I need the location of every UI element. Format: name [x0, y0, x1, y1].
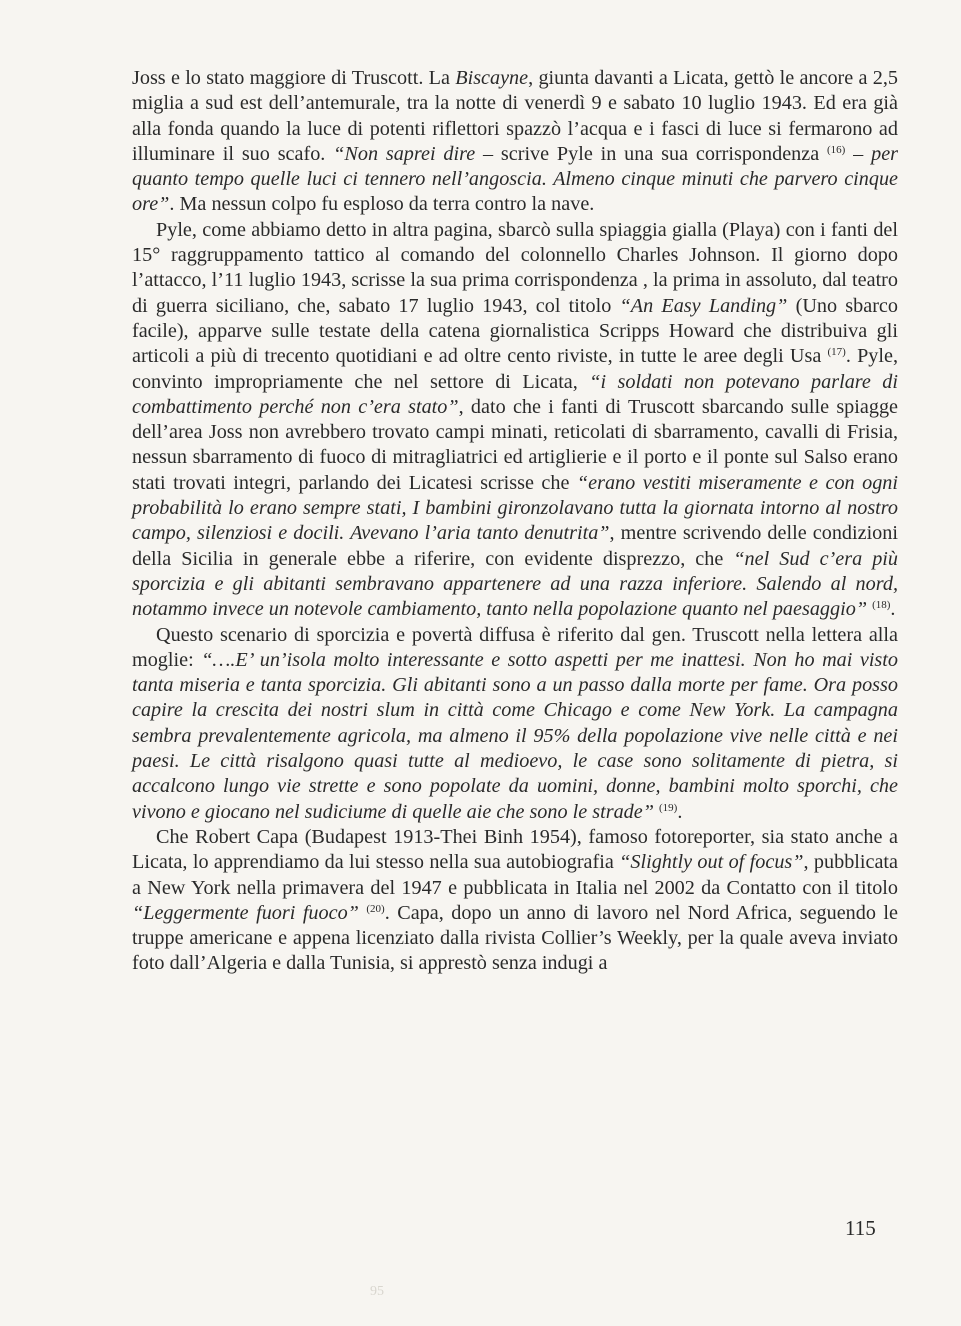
paragraph-4 [132, 825, 898, 977]
italic-quote: “Slightly out of focus” [619, 851, 804, 874]
text-run: , giunta davanti a Licata, gettò le ancore a 2,5 miglia a sud est dell’antemurale, tra la notte di venerdì 9 e sabato 10 luglio 1943. Ed era già alla fonda quando la luce di potenti riflettori spazzò l’acqua e i fasci di luce si fermarono ad illuminare il suo scafo. [132, 67, 899, 165]
footnote-ref: (17) [827, 346, 846, 359]
text-run: Che Robert Capa (Budapest 1913-Thei Binh 1954), famoso fotoreporter, sia stato anche a Licata, lo apprendiamo da lui stesso nella sua autobiografia [132, 825, 898, 874]
text-run: (Uno sbarco facile), apparve sulle testate della catena giornalistica Scripps Howard che distribuiva gli articoli a più di trecento quotidiani e ad oltre cento riviste, in tutte le aree degli Usa [132, 294, 898, 368]
text-run: , mentre scrivendo delle condizioni della Sicilia in generale ebbe a riferire, con evidente disprezzo, che [132, 522, 898, 570]
italic-quote: “nel Sud c’era più sporcizia e gli abitanti sembravano appartenere ad una razza inferiore. Salendo al nord, notammo invece un notevole cambiamento, tanto nella popolazione quanto nel paesaggio” [132, 547, 898, 621]
page-number: 115 [845, 1216, 876, 1240]
text-run: – scrive Pyle in una sua corrispondenza [475, 142, 828, 165]
footnote-ref: (18) [872, 599, 891, 612]
text-run: Joss e lo stato maggiore di Truscott. La [132, 67, 456, 89]
text-run: – [845, 142, 872, 165]
italic-quote: “erano vestiti miseramente e con ogni probabilità lo erano sempre stati, I bambini gironzolavano tutta la giornata intorno al nostro campo, silenziosi e docili. Avevano l’aria tanto denutrita” [132, 471, 898, 545]
text-run: Questo scenario di sporcizia e povertà diffusa è riferito dal gen. Truscott nella lettera alla moglie: [132, 623, 898, 671]
paragraph-1 [132, 66, 898, 218]
text-run: . [890, 598, 896, 621]
italic-quote: “….E’ un’isola molto interessante e sotto aspetti per me inattesi. Non ho mai visto tanta miseria e tanta sporcizia. Gli abitanti sono a un passo dalla morte per fame. Ora posso capire la crescita dei nostri slum in città come Chicago e come New York. La campagna sembra prevalentemente agricola, ma almeno il 95% della popolazione vive nelle città e nei paesi. Le città risalgono quasi tutte al medioevo, le case sono solitamente di pietra, si accalcono lungo vie strette e sono popolate da uomini, donne, bambini molto sporchi, che vivono e giocano nel sudiciume di quelle aie che sono le strade” [132, 648, 898, 823]
footnote-ref: (19) [659, 801, 678, 814]
text-run: Pyle, come abbiamo detto in altra pagina, sbarcò sulla spiaggia gialla (Playa) con i fanti del 15° raggruppamento tattico al comando del colonnello Charles Johnson. Il giorno dopo l’attacco, l’11 luglio 1943, scrisse la sua prima corrispondenza , la prima in assoluto, dal teatro di guerra siciliano, che, sabato 17 luglio 1943, col titolo [132, 218, 898, 317]
italic-quote: Biscayne [455, 67, 529, 89]
paragraph-3 [132, 623, 898, 825]
body-text [132, 66, 898, 977]
text-run: . Ma nessun colpo fu esploso da terra contro la nave. [169, 193, 595, 216]
italic-quote: “i soldati non potevano parlare di combattimento perché non c’era stato” [132, 370, 898, 418]
text-run: . Capa, dopo un anno di lavoro nel Nord Africa, seguendo le truppe americane e appena licenziato dalla rivista Collier’s Weekly, per la quale aveva inviato foto dall’Algeria e dalla Tunisia, si apprestò senza indugi a [132, 901, 899, 975]
show-through-number: 95 [370, 1284, 384, 1299]
italic-quote: per quanto tempo quelle luci ci tennero nell’angoscia. Almeno cinque minuti che parvero cinque ore” [132, 142, 899, 216]
text-run: . [677, 800, 683, 823]
italic-quote: “Leggermente fuori fuoco” [132, 901, 359, 924]
paragraph-2 [132, 218, 898, 623]
footnote-ref: (16) [827, 143, 846, 156]
text-run: . Pyle, convinto impropriamente che nel settore di Licata, [132, 345, 899, 393]
italic-quote: “An Easy Landing” [619, 294, 788, 317]
text-run: , pubblicata a New York nella primavera del 1947 e pubblicata in Italia nel 2002 da Contatto con il titolo [132, 851, 898, 899]
italic-quote: “Non saprei dire [333, 142, 476, 165]
footnote-ref: (20) [366, 902, 385, 915]
text-run: , dato che i fanti di Truscott sbarcando sulle spiagge dell’area Joss non avrebbero trovato campi minati, reticolati di sbarramento, cavalli di Frisia, nessun sbarramento di fuoco di mitragliatrici ed artiglierie e il porto e il ponte sul Salso erano stati trovati integri, parlando dei Licatesi scrisse che [132, 395, 898, 494]
